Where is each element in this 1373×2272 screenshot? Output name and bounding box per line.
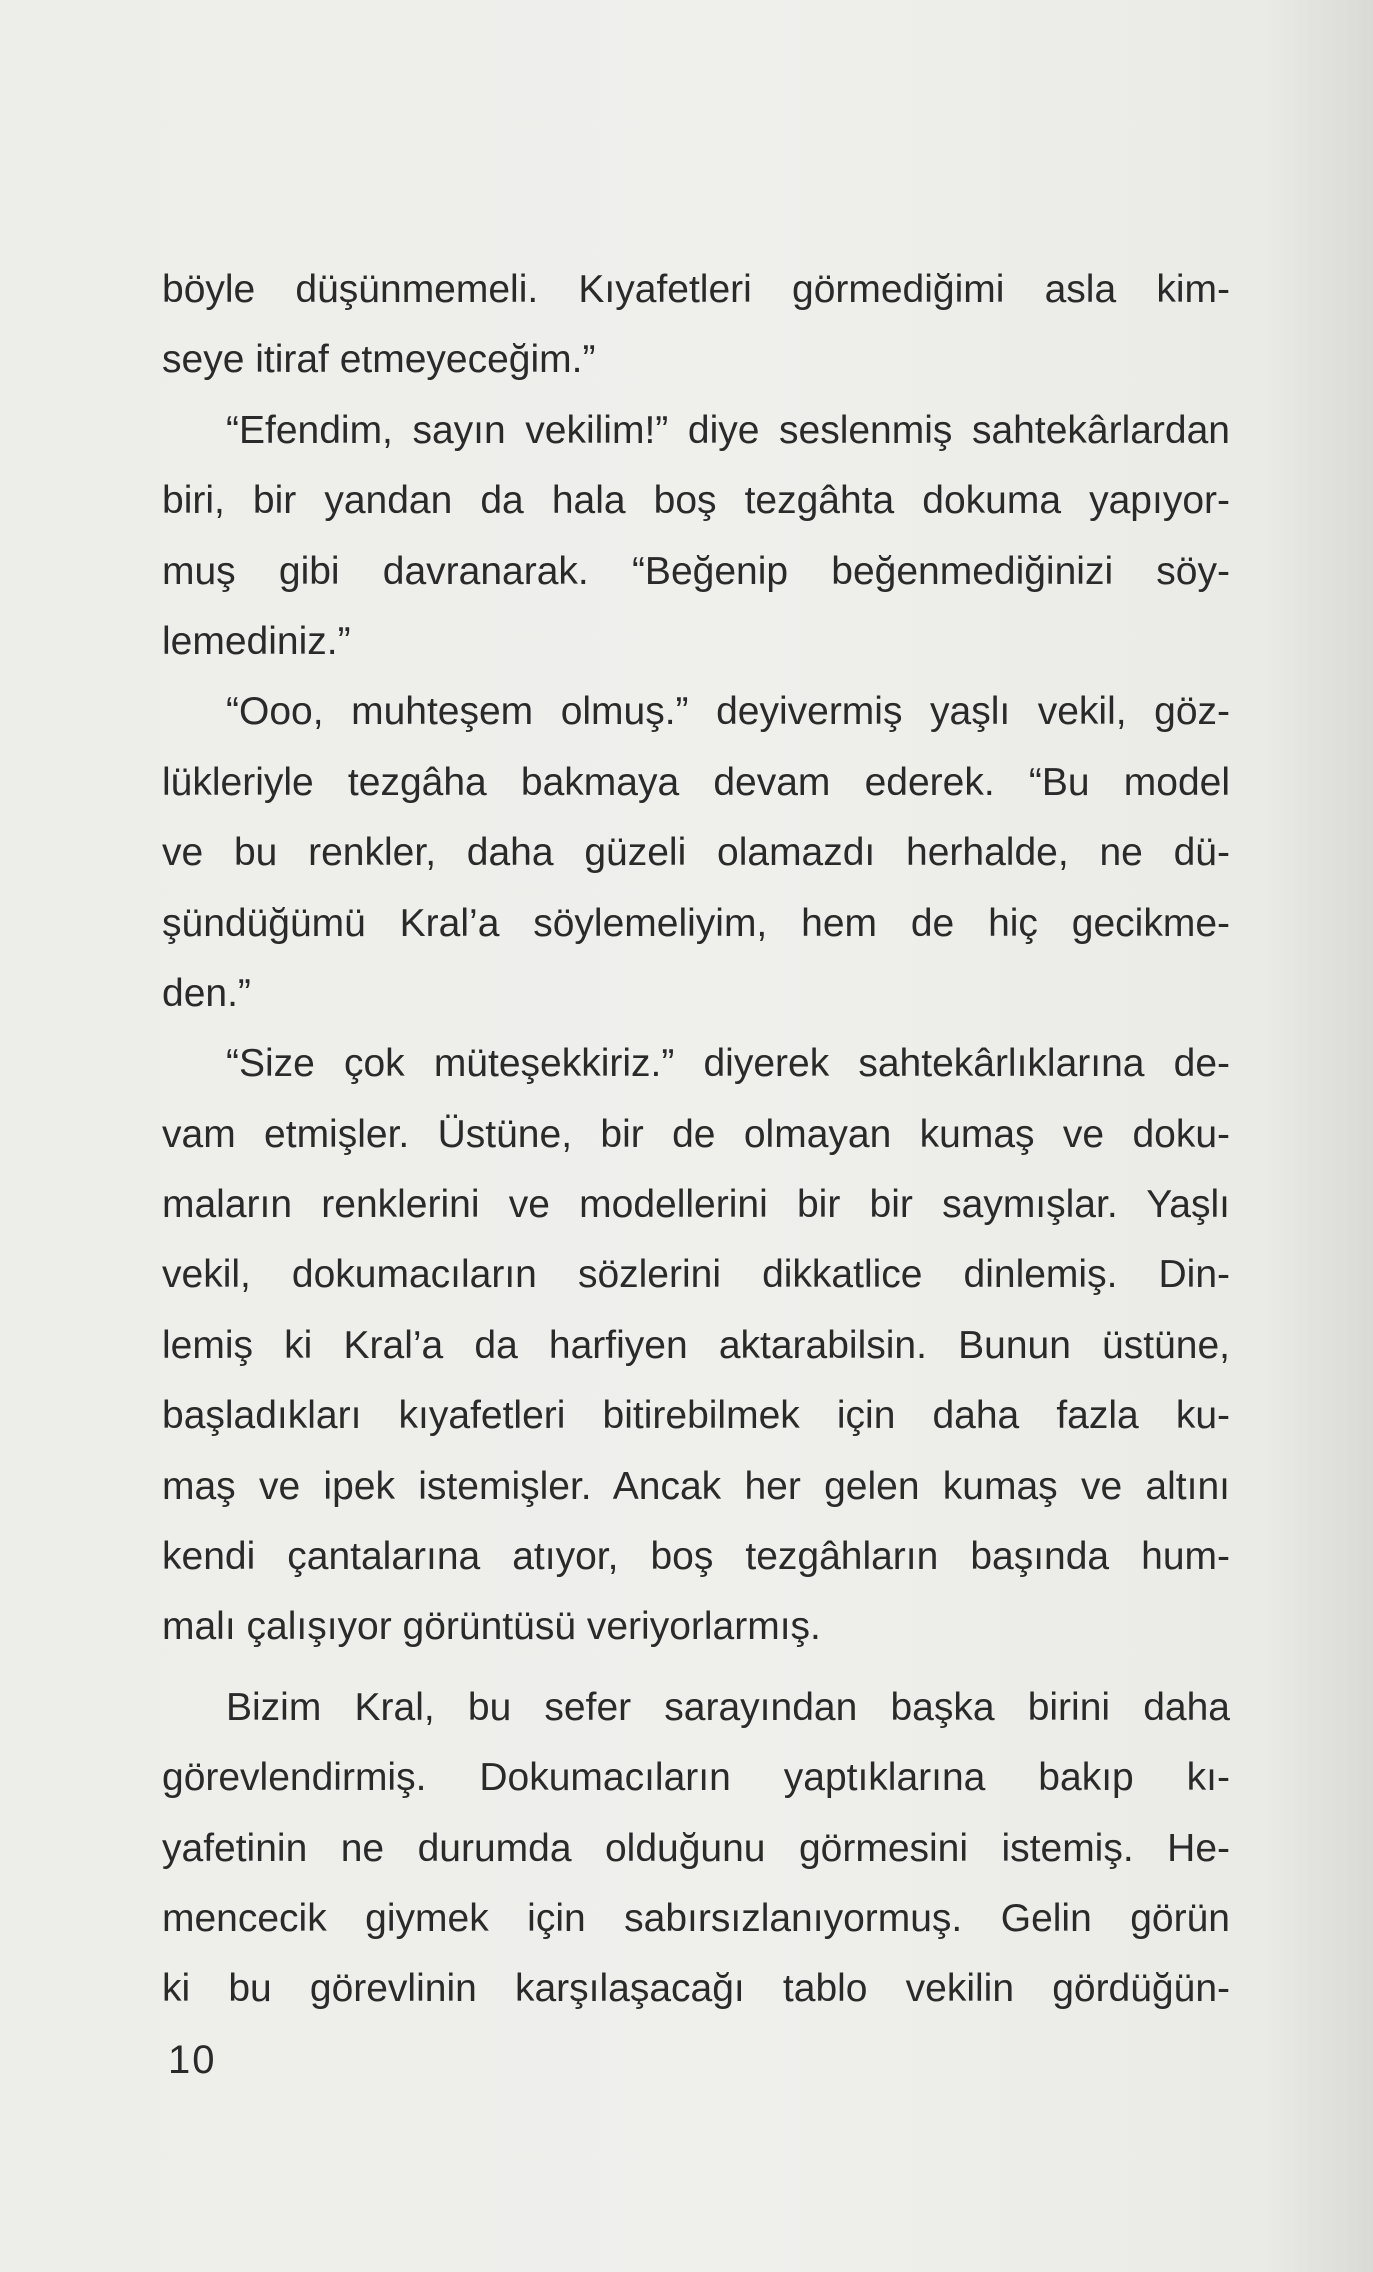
text-line: Bizim Kral, bu sefer sarayından başka birini daha (226, 1685, 1230, 1729)
text-line: ve bu renkler, daha güzeli olamazdı herhalde, ne dü- (162, 831, 1230, 875)
text-line: şündüğümü Kral’a söylemeliyim, hem de hiç gecikme- (162, 901, 1230, 945)
text-line: mencecik giymek için sabırsızlanıyormuş. Gelin görün (162, 1896, 1230, 1940)
text-line: vekil, dokumacıların sözlerini dikkatlice dinlemiş. Din- (162, 1253, 1230, 1297)
text-line: “Ooo, muhteşem olmuş.” deyivermiş yaşlı vekil, göz- (226, 690, 1230, 734)
text-line: görevlendirmiş. Dokumacıların yaptıklarına bakıp kı- (162, 1756, 1230, 1800)
text-line: “Size çok müteşekkiriz.” diyerek sahtekârlıklarına de- (226, 1042, 1230, 1086)
body-text (162, 255, 1230, 2025)
text-line: lemiş ki Kral’a da harfiyen aktarabilsin. Bunun üstüne, (162, 1323, 1230, 1367)
text-line: ki bu görevlinin karşılaşacağı tablo vekilin gördüğün- (162, 1967, 1230, 2011)
text-line: lemediniz.” (162, 619, 351, 663)
text-line: yafetinin ne durumda olduğunu görmesini istemiş. He- (162, 1826, 1230, 1870)
text-line: kendi çantalarına atıyor, boş tezgâhların başında hum- (162, 1535, 1230, 1579)
text-line: vam etmişler. Üstüne, bir de olmayan kumaş ve doku- (162, 1112, 1230, 1156)
text-line: “Efendim, sayın vekilim!” diye seslenmiş sahtekârlardan (226, 408, 1230, 452)
text-line: muş gibi davranarak. “Beğenip beğenmediğinizi söy- (162, 549, 1230, 593)
page-number: 10 (168, 2038, 217, 2082)
text-line: böyle düşünmemeli. Kıyafetleri görmediğimi asla kim- (162, 268, 1230, 311)
text-line: lükleriyle tezgâha bakmaya devam ederek. “Bu model (162, 760, 1230, 804)
text-line: malı çalışıyor görüntüsü veriyorlarmış. (162, 1605, 821, 1649)
text-line: den.” (162, 971, 251, 1015)
text-line: başladıkları kıyafetleri bitirebilmek için daha fazla ku- (162, 1394, 1230, 1438)
text-line: maş ve ipek istemişler. Ancak her gelen kumaş ve altını (162, 1464, 1230, 1508)
text-line: seye itiraf etmeyeceğim.” (162, 338, 596, 382)
text-line: biri, bir yandan da hala boş tezgâhta dokuma yapıyor- (162, 479, 1230, 523)
text-line: maların renklerini ve modellerini bir bir saymışlar. Yaşlı (162, 1183, 1230, 1227)
